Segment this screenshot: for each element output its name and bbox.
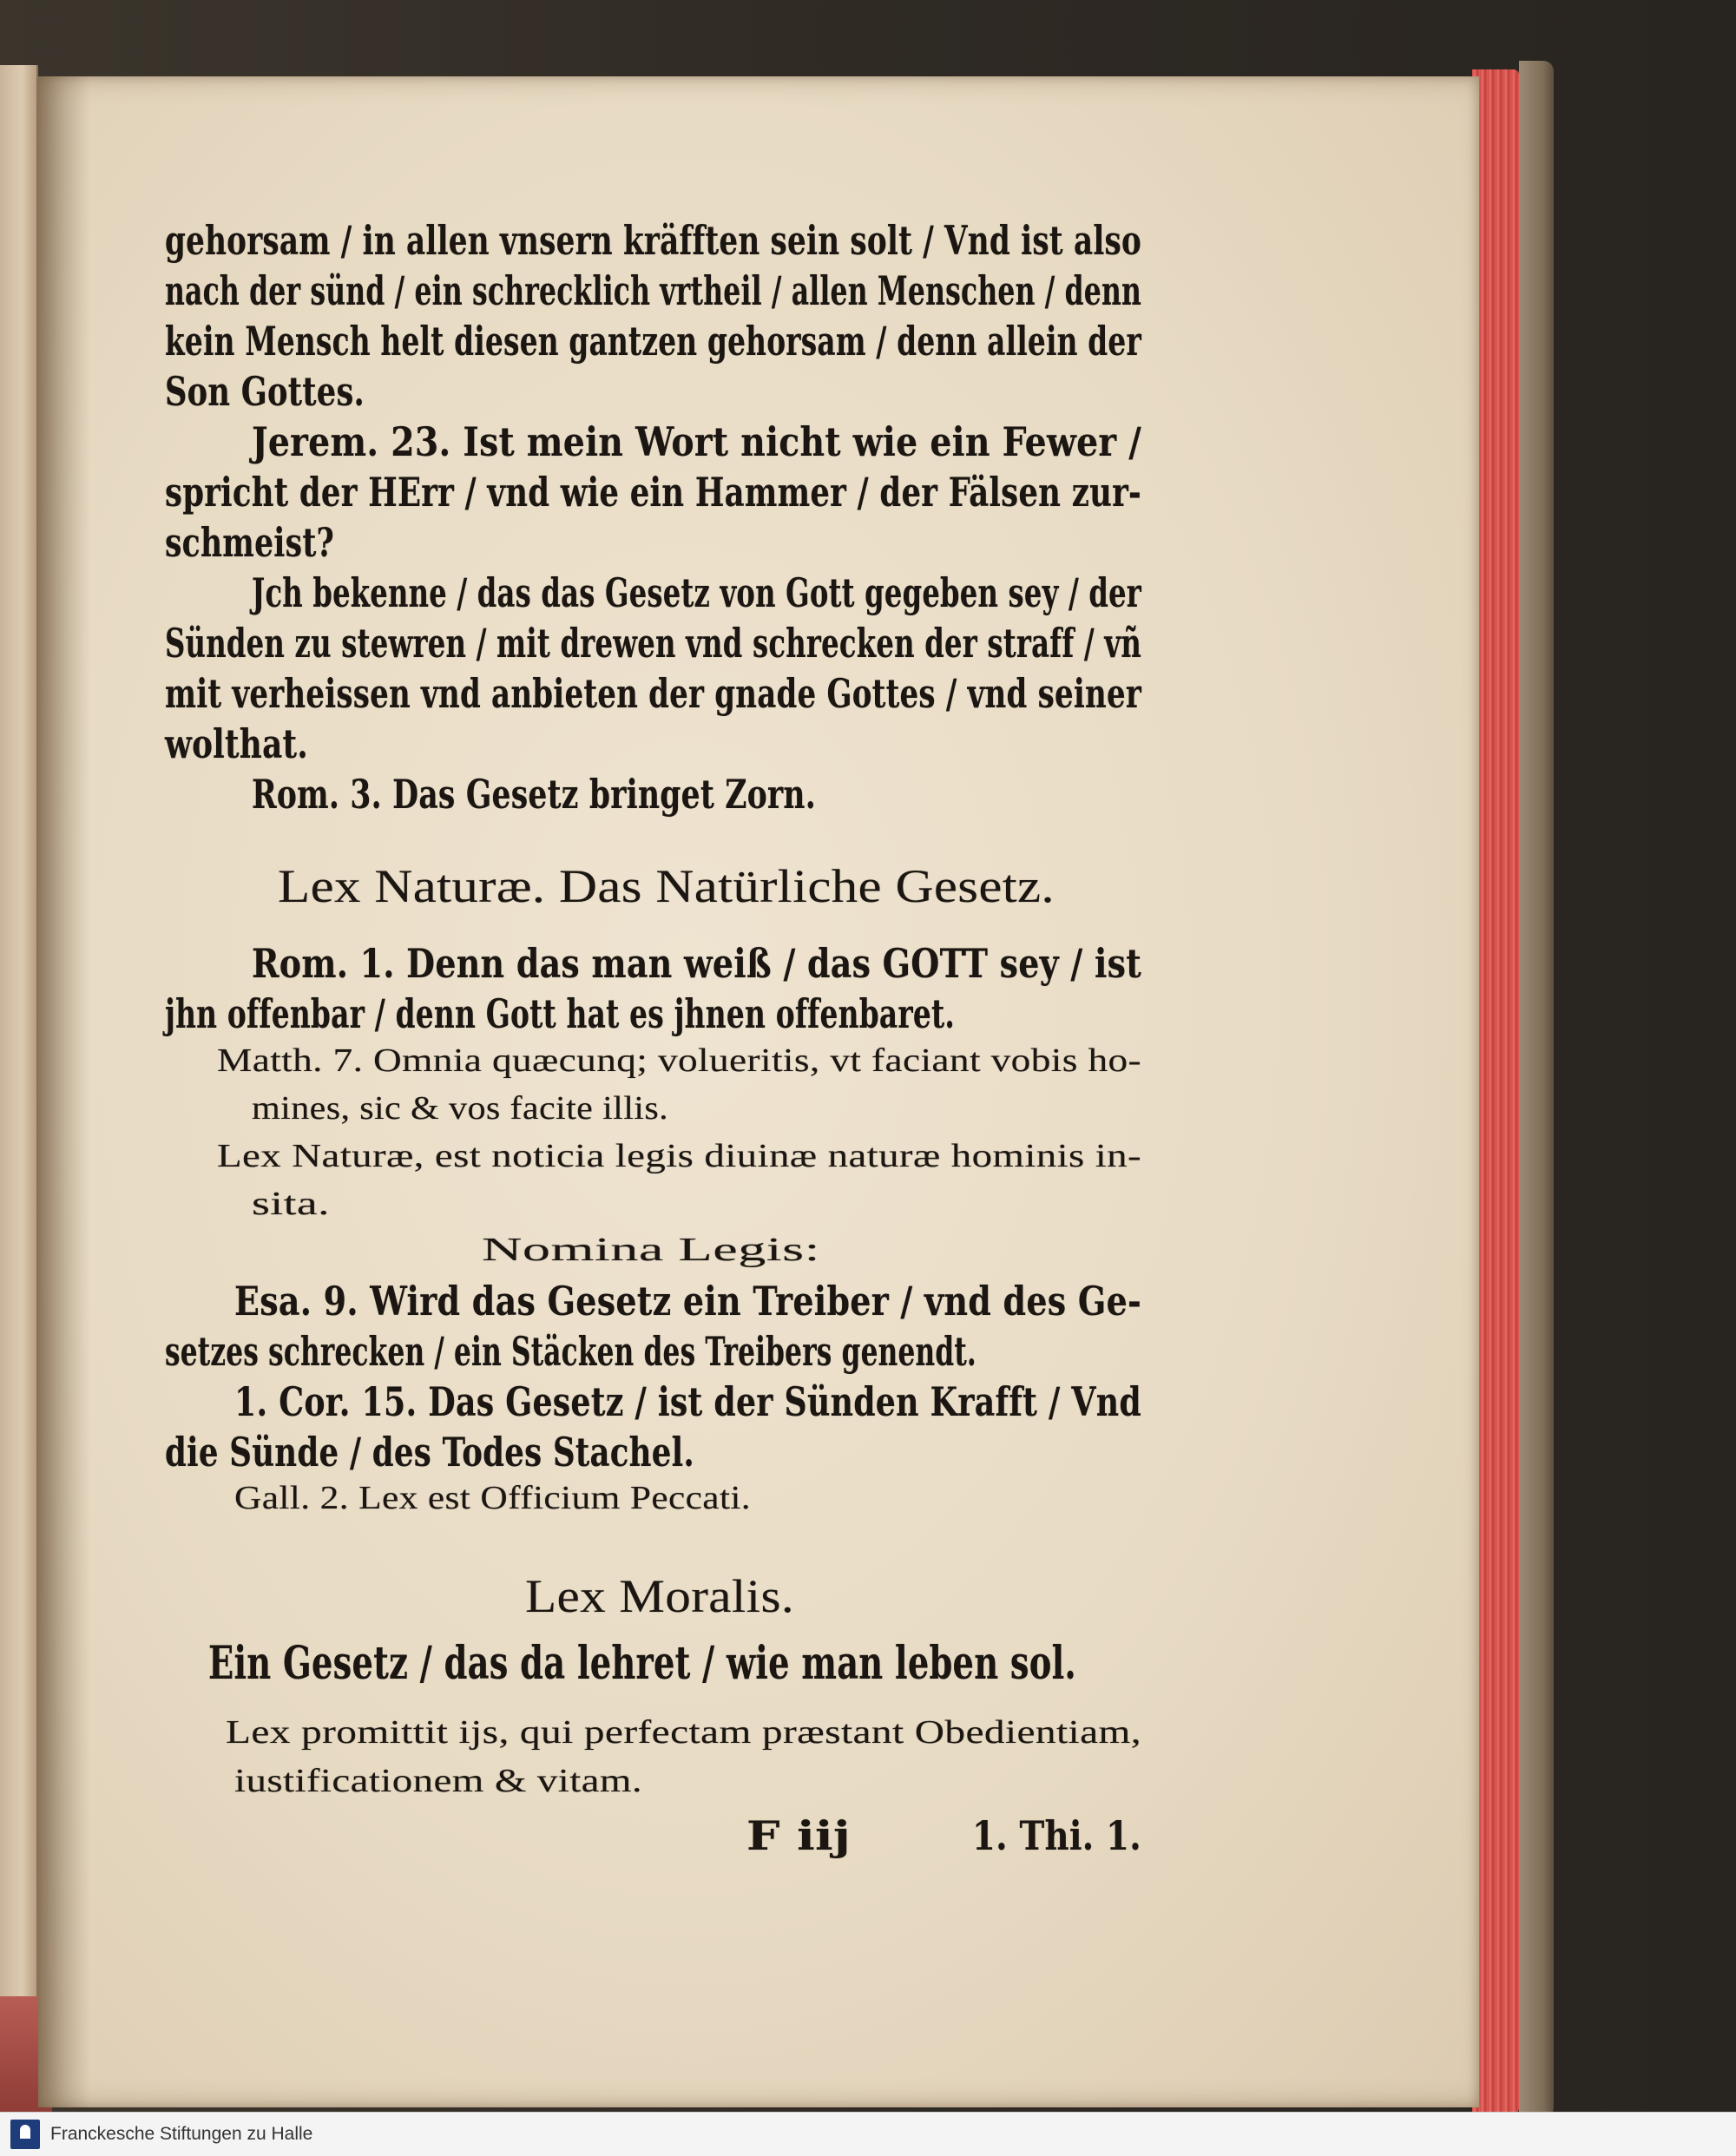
text-line: Lex Naturæ. Das Natürliche Gesetz. [278,860,1055,912]
text-line: iustificationem & vitam. [234,1763,643,1799]
left-page-edge [0,65,38,2140]
gutter-shadow [38,76,90,2107]
institution-name: Franckesche Stiftungen zu Halle [50,2124,313,2144]
text-line: jhn offenbar / denn Gott hat es jhnen offenbaret. [165,990,956,1037]
text-line: Lex promittit ijs, qui perfectam præstant Obedientiam, [226,1714,1141,1751]
text-line: Jch bekenne / das das Gesetz von Gott gegeben sey / der [252,569,1141,616]
text-line: F iij [746,1812,852,1859]
text-line: Gall. 2. Lex est Officium Peccati. [234,1480,751,1516]
text-line: Jerem. 23. Ist mein Wort nicht wie ein Fewer / [252,418,1141,465]
text-line: spricht der HErr / vnd wie ein Hammer / der Fälsen zur- [165,469,1142,516]
footer-bar [0,2112,1736,2156]
red-page-edges [1472,69,1519,2113]
institution-logo-icon [10,2120,40,2149]
text-line: sita. [252,1186,331,1222]
text-line: Sünden zu stewren / mit drewen vnd schrecken der straff / vñ [165,620,1142,667]
text-line: setzes schrecken / ein Stäcken des Treibers genendt. [165,1328,976,1375]
text-line: die Sünde / des Todes Stachel. [165,1429,694,1476]
text-line: 1. Cor. 15. Das Gesetz / ist der Sünden Krafft / Vnd [234,1378,1142,1425]
text-line: gehorsam / in allen vnsern kräfften sein solt / Vnd ist also [165,217,1142,264]
text-line: kein Mensch helt diesen gantzen gehorsam / denn allein der [165,318,1141,365]
text-line: Matth. 7. Omnia quæcunq; volueritis, vt faciant vobis ho- [217,1042,1141,1079]
text-line: Nomina Legis: [482,1232,821,1268]
text-line: wolthat. [165,720,309,767]
text-line: 1. Thi. 1. [972,1812,1141,1859]
text-line: Lex Naturæ, est noticia legis diuinæ naturæ hominis in- [217,1138,1142,1174]
text-line: mines, sic & vos facite illis. [252,1090,668,1127]
text-line: nach der sünd / ein schrecklich vrtheil / allen Menschen / denn [165,267,1142,314]
text-line: Rom. 1. Denn das man weiß / das GOTT sey / ist [252,940,1141,987]
text-line: Lex Moralis. [525,1570,795,1622]
book-cover-board [1519,61,1554,2118]
text-line: mit verheissen vnd anbieten der gnade Gottes / vnd seiner [165,670,1141,717]
text-line: schmeist? [165,519,334,566]
text-line: Ein Gesetz / das da lehret / wie man leben sol. [208,1637,1077,1690]
text-line: Rom. 3. Das Gesetz bringet Zorn. [252,771,816,818]
text-line: Esa. 9. Wird das Gesetz ein Treiber / vnd des Ge- [234,1278,1142,1324]
text-line: Son Gottes. [165,368,365,415]
